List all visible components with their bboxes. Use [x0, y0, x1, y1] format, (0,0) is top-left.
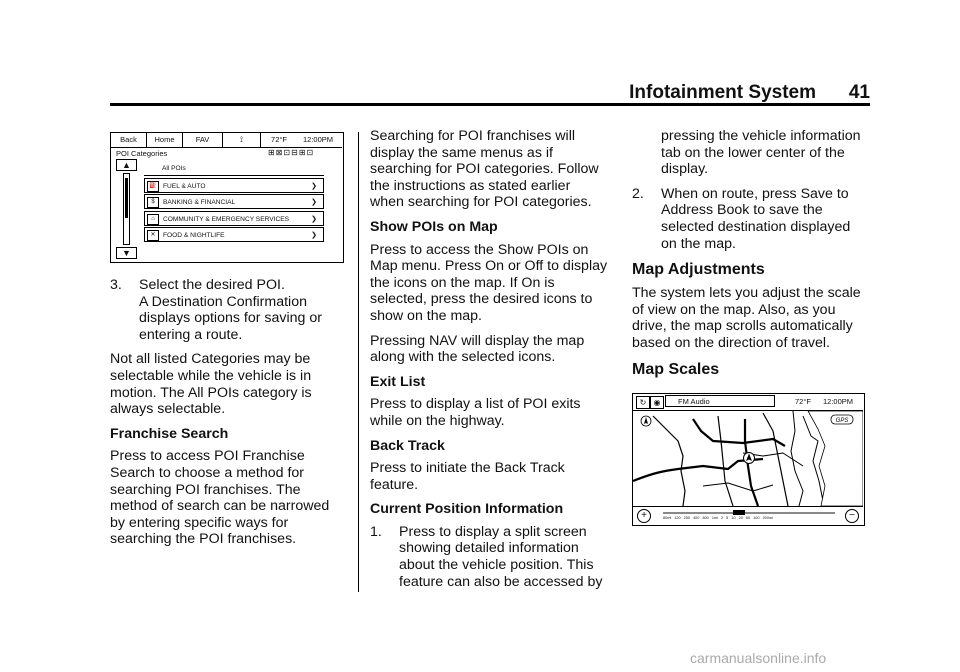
column-3 [632, 128, 870, 385]
list-item-label: BANKING & FINANCIAL [163, 199, 236, 206]
temperature-readout: 72°F [271, 135, 287, 144]
navigation-icon[interactable]: ⟟ [223, 133, 261, 147]
paragraph: Searching for POI franchises will display the same menus as if searching for POI categories. Follow the instructions as stated earlier when searching for POI categories. [370, 128, 599, 211]
list-item-label: All POIs [162, 165, 186, 172]
list-item[interactable] [144, 227, 324, 242]
list-item-label: FOOD & NIGHTLIFE [163, 232, 225, 239]
list-item[interactable] [144, 194, 324, 209]
zoom-in-icon[interactable]: + [637, 509, 651, 523]
scroll-up-arrow-icon[interactable]: ▲ [116, 159, 137, 171]
heading-show-pois: Show POIs on Map [370, 218, 498, 235]
gps-badge: GPS [835, 418, 849, 424]
list-scrollbar[interactable] [116, 159, 138, 259]
paragraph: Press to display a list of POI exits while on the highway. [370, 396, 581, 429]
map-screen-figure [632, 393, 865, 526]
paragraph: Pressing NAV will display the map along with the selected icons. [370, 332, 585, 366]
radio-icon[interactable]: ◉ [650, 396, 664, 409]
screen-top-bar [111, 133, 342, 148]
step-2 [632, 186, 870, 252]
step-text: pressing the vehicle information tab on the lower center of the display. [661, 128, 861, 178]
step-number: 1. [370, 523, 382, 540]
heading-map-adjustments: Map Adjustments [632, 261, 765, 279]
zoom-out-icon[interactable]: − [845, 509, 859, 523]
step-1 [370, 524, 608, 590]
heading-franchise-search: Franchise Search [110, 425, 229, 442]
paragraph: Press to access POI Franchise Search to choose a method for searching POI franchises. The method of search can be narrowed by entering specific ways for searching the POI franchises. [110, 448, 330, 548]
temperature-readout: 72°F [795, 397, 811, 406]
section-title: Infotainment System [629, 82, 816, 103]
step-text-rest: A Destination Confirmation displays options for saving or entering a route. [139, 293, 322, 343]
column-divider [358, 132, 359, 592]
clock-readout: 12:00PM [302, 135, 334, 144]
scale-labels: 80mi 120 250 400 800 1mi 2 5 10 20 50 100 200mi [663, 516, 773, 520]
chevron-right-icon: ❯ [311, 215, 317, 223]
list-item-label: FUEL & AUTO [163, 182, 206, 190]
map-scale-bar[interactable] [633, 506, 863, 525]
scale-track[interactable] [663, 512, 835, 514]
column-1 [110, 277, 348, 556]
page-number: 41 [848, 82, 870, 103]
heading-exit-list: Exit List [370, 373, 426, 390]
audio-source-tab[interactable]: FM Audio [665, 395, 775, 407]
category-filter-icons[interactable]: ⊞⊠⊡⊟⊞⊡ [268, 148, 315, 157]
chevron-right-icon: ❯ [311, 199, 317, 206]
step-number: 2. [632, 185, 644, 202]
community-icon: ⌂ [147, 214, 159, 225]
watermark: carmanualsonline.info [690, 650, 827, 666]
fuel-pump-icon: ⛽ [147, 181, 159, 192]
list-item[interactable] [144, 211, 324, 226]
poi-category-list [144, 161, 324, 244]
list-item[interactable] [144, 178, 324, 193]
home-button[interactable]: Home [147, 133, 183, 147]
list-item[interactable] [144, 161, 324, 176]
step-text: Press to display a split screen showing detailed information about the vehicle position. This feature can also be accessed by [399, 523, 603, 590]
screen-top-bar [633, 394, 863, 411]
poi-categories-screen-figure [110, 132, 344, 263]
heading-current-position: Current Position Information [370, 501, 564, 518]
poi-categories-title: POI Categories [116, 149, 168, 158]
step-number: 3. [110, 277, 122, 293]
scroll-track[interactable] [123, 173, 130, 245]
scale-indicator[interactable] [733, 510, 745, 515]
paragraph: The system lets you adjust the scale of view on the map. Also, as you drive, the map scrolls automatically based on the direction of travel. [632, 285, 861, 351]
back-button[interactable]: Back [111, 133, 147, 147]
step-3 [110, 277, 348, 343]
scroll-down-arrow-icon[interactable]: ▼ [116, 247, 137, 259]
source-cycle-icon[interactable]: ↻ [636, 396, 650, 409]
step-text: When on route, press Save to Address Book to save the selected destination displayed on the map. [661, 185, 851, 252]
step-1-continued [632, 128, 870, 178]
clock-readout: 12:00PM [823, 397, 854, 406]
header-rule [110, 103, 870, 106]
road-map[interactable] [633, 411, 863, 506]
paragraph: Press to initiate the Back Track feature. [370, 460, 565, 493]
chevron-right-icon: ❯ [311, 182, 317, 190]
heading-map-scales: Map Scales [632, 360, 720, 378]
fav-button[interactable]: FAV [183, 133, 223, 147]
paragraph: Press to access the Show POIs on Map menu. Press On or Off to display the icons on the map. If On is selected, press the desired icons to show on the map. [370, 241, 608, 324]
list-item-label: COMMUNITY & EMERGENCY SERVICES [163, 215, 290, 223]
bank-icon: $ [147, 197, 159, 208]
paragraph: Not all listed Categories may be selectable while the vehicle is in motion. The All POIs category is always selectable. [110, 351, 312, 418]
food-icon: ✕ [147, 230, 159, 241]
column-2 [370, 128, 608, 598]
heading-back-track: Back Track [370, 437, 445, 454]
scroll-thumb[interactable] [125, 178, 128, 218]
step-text-first: Select the desired POI. [139, 277, 285, 293]
chevron-right-icon: ❯ [311, 232, 317, 239]
